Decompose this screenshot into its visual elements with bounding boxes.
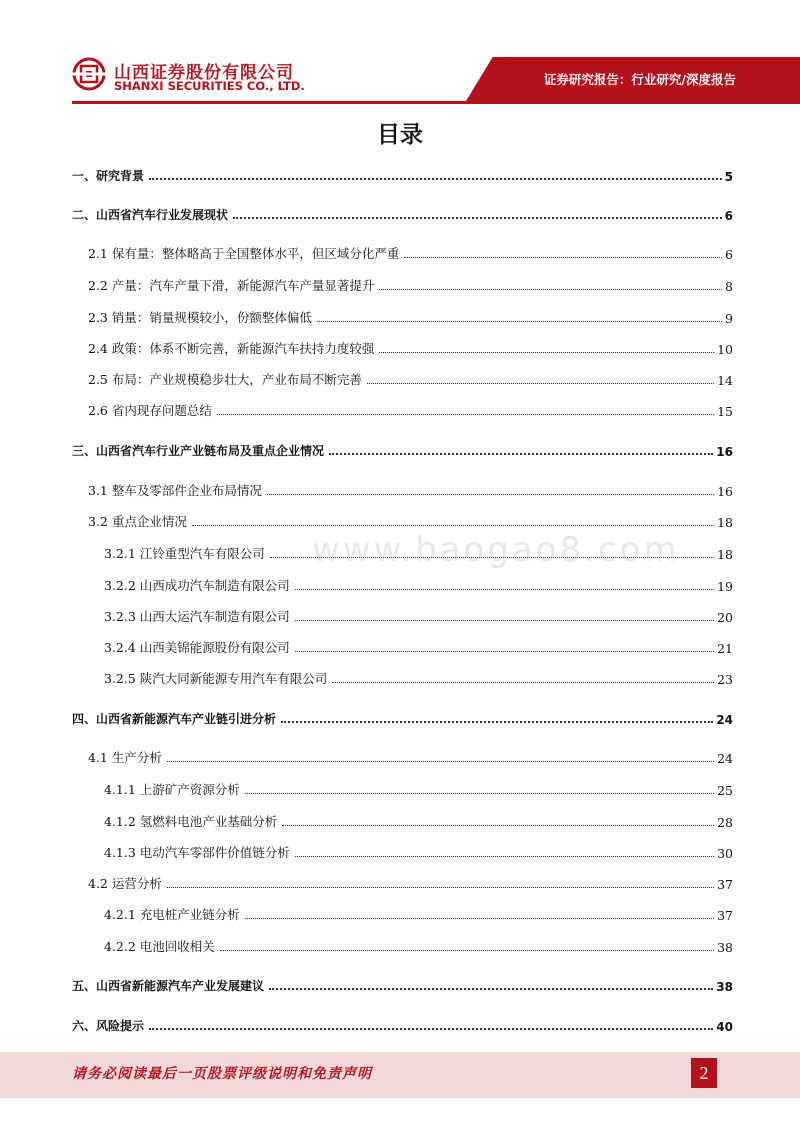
toc-entry-page: 18	[717, 547, 733, 562]
toc-entry[interactable]	[88, 370, 733, 388]
toc-entry-title: 3.2.1 江铃重型汽车有限公司	[104, 546, 265, 561]
toc-leader-dots	[149, 1028, 713, 1030]
toc-entry-title: 2.4 政策：体系不断完善，新能源汽车扶持力度较强	[88, 341, 375, 356]
toc-entry-title: 3.2.2 山西成功汽车制造有限公司	[104, 578, 290, 593]
toc-entry-page: 14	[717, 373, 733, 388]
toc-entry-page: 16	[716, 445, 733, 459]
toc-entry-page: 21	[717, 641, 733, 656]
toc-entry-title: 4.1.3 电动汽车零部件价值链分析	[104, 845, 290, 860]
toc-entry[interactable]	[88, 339, 733, 357]
toc-entry-title: 2.1 保有量：整体略高于全国整体水平，但区域分化严重	[88, 246, 400, 261]
toc-leader-dots	[404, 257, 722, 258]
toc-entry[interactable]	[88, 276, 733, 294]
toc-entry-page: 9	[725, 311, 733, 326]
toc-leader-dots	[295, 620, 714, 621]
toc-leader-dots	[220, 950, 714, 951]
page-number: 2	[691, 1058, 717, 1088]
toc-entry[interactable]	[104, 843, 733, 861]
toc-leader-dots	[167, 761, 714, 762]
toc-entry-title: 三、山西省汽车行业产业链布局及重点企业情况	[72, 444, 325, 458]
toc-entry-page: 5	[724, 170, 733, 184]
toc-entry-title: 3.2 重点企业情况	[88, 514, 187, 529]
toc-leader-dots	[217, 414, 714, 415]
toc-entry-title: 4.2.2 电池回收相关	[104, 939, 215, 954]
toc-entry-page: 6	[724, 209, 733, 223]
toc-entry-title: 六、风险提示	[72, 1019, 145, 1033]
toc-leader-dots	[267, 494, 714, 495]
toc-entry-page: 25	[717, 783, 733, 798]
header-divider	[72, 101, 800, 104]
toc-entry[interactable]	[104, 780, 733, 798]
toc-entry-page: 8	[725, 279, 733, 294]
toc-entry[interactable]	[104, 812, 733, 830]
toc-entry-page: 30	[717, 846, 733, 861]
toc-leader-dots	[367, 383, 714, 384]
page-title: 目录	[377, 122, 423, 148]
report-type-label: 证券研究报告：行业研究/深度报告	[543, 72, 736, 87]
toc-entry-page: 38	[717, 940, 733, 955]
toc-entry[interactable]	[104, 669, 733, 687]
toc-entry-title: 4.1 生产分析	[88, 750, 162, 765]
toc-entry[interactable]	[104, 638, 733, 656]
toc-entry-title: 四、山西省新能源汽车产业链引进分析	[72, 712, 277, 726]
toc-entry-title: 4.2.1 充电桩产业链分析	[104, 907, 240, 922]
toc-leader-dots	[379, 352, 714, 353]
toc-leader-dots	[317, 321, 722, 322]
toc-entry-title: 2.6 省内现存问题总结	[88, 403, 212, 418]
toc-entry-page: 20	[717, 610, 733, 625]
toc-entry-page: 28	[717, 815, 733, 830]
toc-entry-title: 4.1.1 上游矿产资源分析	[104, 782, 240, 797]
toc-entry-page: 23	[717, 672, 733, 687]
toc-entry-title: 一、研究背景	[72, 169, 145, 183]
toc-entry[interactable]	[88, 308, 733, 326]
toc-entry-title: 3.2.3 山西大运汽车制造有限公司	[104, 609, 290, 624]
toc-entry-title: 2.2 产量：汽车产量下滑，新能源汽车产量显著提升	[88, 278, 375, 293]
toc-leader-dots	[295, 651, 714, 652]
toc-entry-title: 2.5 布局：产业规模稳步壮大，产业布局不断完善	[88, 372, 362, 387]
toc-entry[interactable]	[88, 401, 733, 419]
toc-entry[interactable]	[72, 441, 733, 459]
toc-entry-page: 10	[717, 342, 733, 357]
toc-leader-dots	[149, 178, 722, 180]
toc-entry-title: 2.3 销量：销量规模较小，份额整体偏低	[88, 310, 312, 325]
toc-entry[interactable]	[72, 1016, 733, 1034]
toc-entry[interactable]	[88, 244, 733, 262]
toc-entry[interactable]	[104, 905, 733, 923]
company-name-cn: 山西证券股份有限公司	[114, 63, 294, 83]
watermark: www.baogao8.com	[312, 530, 680, 570]
toc-entry[interactable]	[72, 205, 733, 223]
toc-entry[interactable]	[72, 976, 733, 994]
toc-entry-page: 40	[716, 1020, 733, 1034]
toc-entry-title: 4.2 运营分析	[88, 876, 162, 891]
page-header	[0, 0, 800, 108]
toc-entry[interactable]	[88, 874, 733, 892]
toc-entry-page: 16	[717, 484, 733, 499]
toc-leader-dots	[332, 682, 714, 683]
toc-leader-dots	[281, 721, 713, 723]
toc-entry-page: 24	[717, 751, 733, 766]
toc-entry-page: 38	[716, 980, 733, 994]
toc-entry-title: 五、山西省新能源汽车产业发展建议	[72, 979, 265, 993]
toc-leader-dots	[192, 525, 714, 526]
toc-leader-dots	[245, 793, 714, 794]
toc-entry[interactable]	[72, 709, 733, 727]
toc-entry-title: 3.2.5 陕汽大同新能源专用汽车有限公司	[104, 671, 328, 686]
toc-entry-title: 3.1 整车及零部件企业布局情况	[88, 483, 262, 498]
toc-leader-dots	[245, 918, 714, 919]
toc-leader-dots	[282, 825, 714, 826]
disclaimer-notice: 请务必阅读最后一页股票评级说明和免责声明	[72, 1066, 372, 1082]
toc-entry-page: 6	[725, 247, 733, 262]
toc-entry[interactable]	[72, 166, 733, 184]
company-logo-icon	[72, 57, 106, 91]
toc-leader-dots	[233, 217, 722, 219]
toc-entry-title: 3.2.4 山西美锦能源股份有限公司	[104, 640, 290, 655]
toc-leader-dots	[167, 887, 714, 888]
toc-leader-dots	[295, 856, 714, 857]
company-name-en: SHANXI SECURITIES CO., LTD.	[114, 79, 305, 93]
toc-entry[interactable]	[88, 512, 733, 530]
toc-entry[interactable]	[104, 576, 733, 594]
toc-leader-dots	[269, 988, 713, 990]
toc-entry[interactable]	[104, 937, 733, 955]
toc-entry-page: 15	[717, 404, 733, 419]
toc-entry-title: 二、山西省汽车行业发展现状	[72, 208, 229, 222]
toc-entry[interactable]	[104, 607, 733, 625]
toc-entry[interactable]	[88, 481, 733, 499]
toc-entry-page: 19	[717, 579, 733, 594]
toc-leader-dots	[295, 589, 714, 590]
toc-leader-dots	[379, 289, 722, 290]
toc-entry-page: 37	[717, 908, 733, 923]
toc-leader-dots	[329, 453, 713, 455]
toc-entry-page: 37	[717, 877, 733, 892]
toc-entry-title: 4.1.2 氢燃料电池产业基础分析	[104, 814, 278, 829]
toc-entry[interactable]	[88, 748, 733, 766]
toc-entry-page: 18	[717, 515, 733, 530]
toc-entry-page: 24	[716, 713, 733, 727]
